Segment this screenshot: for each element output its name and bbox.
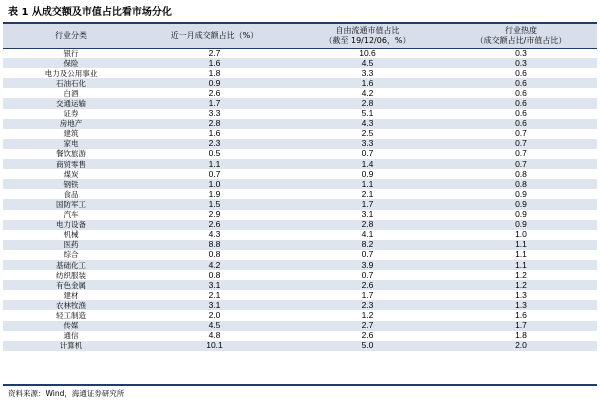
mcap-cell: 4.5	[290, 58, 445, 68]
turnover-cell: 1.9	[139, 189, 290, 199]
heat-cell: 0.6	[445, 68, 597, 78]
industry-cell: 交通运输	[3, 98, 139, 108]
table-row	[3, 88, 597, 98]
industry-cell: 医药	[3, 240, 139, 250]
mcap-cell: 4.1	[290, 230, 445, 240]
mcap-cell: 4.3	[290, 119, 445, 129]
mcap-cell: 2.8	[290, 98, 445, 108]
table-row	[3, 199, 597, 209]
header-mcap	[290, 24, 445, 48]
heat-cell: 0.6	[445, 88, 597, 98]
mcap-cell: 3.3	[290, 68, 445, 78]
turnover-cell: 0.8	[139, 250, 290, 260]
header-industry-label: 行业分类	[55, 30, 87, 40]
industry-cell: 传媒	[3, 321, 139, 331]
table-row	[3, 119, 597, 129]
mcap-cell: 2.8	[290, 220, 445, 230]
turnover-cell: 4.8	[139, 331, 290, 341]
turnover-cell: 2.9	[139, 210, 290, 220]
heat-cell: 1.1	[445, 240, 597, 250]
table-row	[3, 139, 597, 149]
industry-cell: 通信	[3, 331, 139, 341]
industry-cell: 汽车	[3, 210, 139, 220]
header-mcap-line2: （截至 19/12/06，%）	[324, 35, 411, 45]
table-row	[3, 109, 597, 119]
table-row	[3, 68, 597, 78]
mcap-cell: 2.6	[290, 331, 445, 341]
table-row	[3, 290, 597, 300]
turnover-cell: 2.7	[139, 48, 290, 58]
heat-cell: 0.6	[445, 98, 597, 108]
heat-cell: 0.9	[445, 189, 597, 199]
header-mcap-line1: 自由流通市值占比	[335, 25, 400, 35]
mcap-cell: 4.2	[290, 88, 445, 98]
table-row	[3, 260, 597, 270]
turnover-cell: 1.0	[139, 179, 290, 189]
turnover-cell: 3.3	[139, 109, 290, 119]
turnover-cell: 2.1	[139, 290, 290, 300]
heat-cell: 0.9	[445, 210, 597, 220]
industry-cell: 银行	[3, 48, 139, 58]
table-row	[3, 250, 597, 260]
table-row	[3, 179, 597, 189]
mcap-cell: 2.3	[290, 300, 445, 310]
turnover-cell: 2.6	[139, 88, 290, 98]
heat-cell: 2.0	[445, 341, 597, 351]
header-turnover	[139, 24, 290, 48]
industry-cell: 石油石化	[3, 78, 139, 88]
mcap-cell: 3.3	[290, 139, 445, 149]
mcap-cell: 0.7	[290, 149, 445, 159]
industry-cell: 农林牧渔	[3, 300, 139, 310]
table-row	[3, 220, 597, 230]
market-table	[3, 24, 597, 351]
mcap-cell: 2.1	[290, 189, 445, 199]
industry-cell: 机械	[3, 230, 139, 240]
source-note: 资料来源：Wind，海通证券研究所	[8, 389, 125, 398]
heat-cell: 1.3	[445, 290, 597, 300]
turnover-cell: 10.1	[139, 341, 290, 351]
turnover-cell: 3.1	[139, 280, 290, 290]
header-heat	[445, 24, 597, 48]
mcap-cell: 2.5	[290, 129, 445, 139]
industry-cell: 综合	[3, 250, 139, 260]
heat-cell: 0.7	[445, 149, 597, 159]
industry-cell: 计算机	[3, 341, 139, 351]
heat-cell: 1.1	[445, 260, 597, 270]
bottom-rule	[3, 384, 597, 386]
mcap-cell: 1.7	[290, 290, 445, 300]
heat-cell: 0.6	[445, 109, 597, 119]
turnover-cell: 1.8	[139, 68, 290, 78]
table-row	[3, 159, 597, 169]
heat-cell: 0.7	[445, 139, 597, 149]
industry-cell: 食品	[3, 189, 139, 199]
header-row	[3, 24, 597, 48]
header-industry	[3, 24, 139, 48]
table-row	[3, 331, 597, 341]
industry-cell: 餐饮旅游	[3, 149, 139, 159]
turnover-cell: 1.6	[139, 129, 290, 139]
mcap-cell: 1.4	[290, 159, 445, 169]
turnover-cell: 0.5	[139, 149, 290, 159]
turnover-cell: 0.7	[139, 169, 290, 179]
industry-cell: 电力设备	[3, 220, 139, 230]
industry-cell: 白酒	[3, 88, 139, 98]
industry-cell: 国防军工	[3, 199, 139, 209]
mcap-cell: 0.7	[290, 270, 445, 280]
mcap-cell: 2.6	[290, 280, 445, 290]
table-row	[3, 280, 597, 290]
mcap-cell: 5.1	[290, 109, 445, 119]
table-row	[3, 230, 597, 240]
table-row	[3, 189, 597, 199]
mcap-cell: 0.7	[290, 250, 445, 260]
industry-cell: 商贸零售	[3, 159, 139, 169]
turnover-cell: 3.1	[139, 300, 290, 310]
heat-cell: 1.3	[445, 300, 597, 310]
turnover-cell: 0.9	[139, 78, 290, 88]
heat-cell: 0.8	[445, 179, 597, 189]
turnover-cell: 2.0	[139, 310, 290, 320]
table-row	[3, 210, 597, 220]
table-row	[3, 78, 597, 88]
table-row	[3, 58, 597, 68]
turnover-cell: 4.3	[139, 230, 290, 240]
table-row	[3, 240, 597, 250]
industry-cell: 煤炭	[3, 169, 139, 179]
table-row	[3, 341, 597, 351]
industry-cell: 电力及公用事业	[3, 68, 139, 78]
table-row	[3, 270, 597, 280]
table-row	[3, 129, 597, 139]
heat-cell: 0.7	[445, 159, 597, 169]
heat-cell: 0.3	[445, 48, 597, 58]
industry-cell: 建材	[3, 290, 139, 300]
turnover-cell: 0.8	[139, 270, 290, 280]
header-turnover-label: 近一月成交额占比（%）	[170, 30, 259, 40]
industry-cell: 基础化工	[3, 260, 139, 270]
industry-cell: 纺织服装	[3, 270, 139, 280]
turnover-cell: 2.3	[139, 139, 290, 149]
heat-cell: 0.9	[445, 220, 597, 230]
industry-cell: 房地产	[3, 119, 139, 129]
table-caption: 表 1 从成交额及市值占比看市场分化	[8, 7, 172, 18]
heat-cell: 0.9	[445, 199, 597, 209]
mcap-cell: 3.1	[290, 210, 445, 220]
table-row	[3, 321, 597, 331]
table-row	[3, 48, 597, 58]
industry-cell: 证券	[3, 109, 139, 119]
mcap-cell: 1.7	[290, 199, 445, 209]
industry-cell: 建筑	[3, 129, 139, 139]
turnover-cell: 8.8	[139, 240, 290, 250]
turnover-cell: 2.6	[139, 220, 290, 230]
industry-cell: 家电	[3, 139, 139, 149]
industry-cell: 轻工制造	[3, 310, 139, 320]
table-row	[3, 310, 597, 320]
table-row	[3, 149, 597, 159]
mcap-cell: 3.9	[290, 260, 445, 270]
table-row	[3, 98, 597, 108]
mcap-cell: 10.6	[290, 48, 445, 58]
table-row	[3, 169, 597, 179]
mcap-cell: 1.1	[290, 179, 445, 189]
turnover-cell: 4.2	[139, 260, 290, 270]
mcap-cell: 1.6	[290, 78, 445, 88]
heat-cell: 1.2	[445, 270, 597, 280]
mcap-cell: 8.2	[290, 240, 445, 250]
heat-cell: 1.0	[445, 230, 597, 240]
heat-cell: 1.6	[445, 310, 597, 320]
heat-cell: 0.6	[445, 78, 597, 88]
turnover-cell: 2.8	[139, 119, 290, 129]
heat-cell: 0.8	[445, 169, 597, 179]
heat-cell: 1.1	[445, 250, 597, 260]
turnover-cell: 1.7	[139, 98, 290, 108]
header-heat-line2: （成交额占比/市值占比）	[475, 35, 567, 45]
turnover-cell: 1.5	[139, 199, 290, 209]
mcap-cell: 2.7	[290, 321, 445, 331]
table-row	[3, 300, 597, 310]
heat-cell: 0.3	[445, 58, 597, 68]
turnover-cell: 1.1	[139, 159, 290, 169]
header-heat-line1: 行业热度	[505, 25, 537, 35]
heat-cell: 0.6	[445, 119, 597, 129]
heat-cell: 1.7	[445, 321, 597, 331]
heat-cell: 0.7	[445, 129, 597, 139]
industry-cell: 保险	[3, 58, 139, 68]
turnover-cell: 1.6	[139, 58, 290, 68]
turnover-cell: 4.5	[139, 321, 290, 331]
mcap-cell: 1.2	[290, 310, 445, 320]
industry-cell: 有色金属	[3, 280, 139, 290]
mcap-cell: 5.0	[290, 341, 445, 351]
heat-cell: 1.8	[445, 331, 597, 341]
heat-cell: 1.2	[445, 280, 597, 290]
mcap-cell: 0.9	[290, 169, 445, 179]
table-body	[3, 48, 597, 351]
industry-cell: 钢铁	[3, 179, 139, 189]
